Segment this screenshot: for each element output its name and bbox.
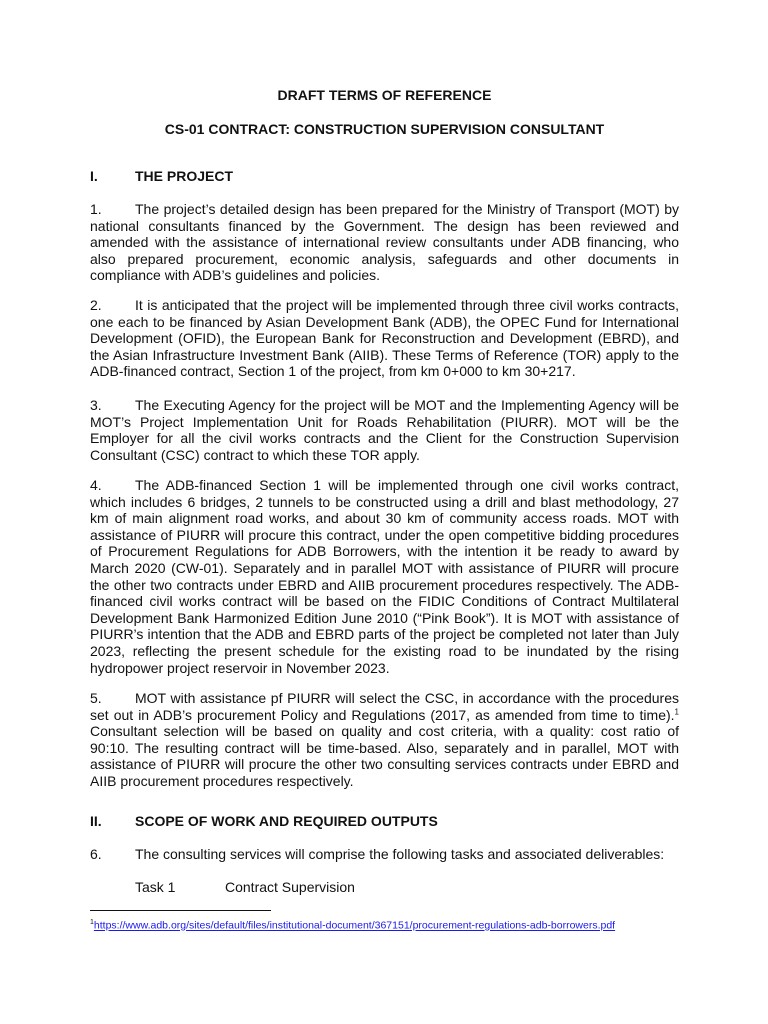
paragraph-number: 5. — [90, 690, 102, 706]
task-item — [135, 879, 355, 896]
paragraph-number: 1. — [90, 201, 102, 217]
task-id: Task 1 — [135, 879, 176, 895]
footnote-marker: 1 — [90, 919, 94, 926]
section-heading-1 — [90, 168, 233, 185]
section-number: I. — [90, 168, 98, 184]
paragraph-text: The ADB-financed Section 1 will be implemented through one civil works contract, which includes 6 bridges, 2 tunnels to be constructed using a drill and blast methodology, 27 km of main alignment road works, and about 30 km of community access roads. MOT with assistance of PIURR will procure this contract, under the open competitive bidding procedures of Procurement Regulations for ADB Borrowers, with the intention it be ready to award by March 2020 (CW-01). Separately and in parallel MOT with assistance of PIURR will procure the other two contracts under EBRD and AIIB procurement procedures respectively. The ADB-financed civil works contract will be based on the FIDIC Conditions of Contract Multilateral Development Bank Harmonized Edition June 2010 (“Pink Book”). It is MOT with assistance of PIURR’s intention that the ADB and EBRD parts of the project be completed not later than July 2023, reflecting the present schedule for the existing road to be inundated by the rising hydropower project reservoir in November 2023. — [90, 477, 679, 676]
section-title: THE PROJECT — [135, 168, 234, 184]
paragraph-1 — [90, 201, 679, 284]
paragraph-number: 3. — [90, 397, 102, 413]
paragraph-6 — [90, 846, 679, 863]
section-heading-2 — [90, 813, 438, 830]
paragraph-4 — [90, 477, 679, 676]
paragraph-text: The project’s detailed design has been prepared for the Ministry of Transport (MOT) by national consultants financed by the Government. The design has been reviewed and amended with the assistance of international review consultants under ADB financing, who also prepared procurement, economic analysis, safeguards and other documents in compliance with ADB’s guidelines and policies. — [90, 201, 679, 284]
section-number: II. — [90, 813, 102, 829]
section-title: SCOPE OF WORK AND REQUIRED OUTPUTS — [135, 813, 438, 829]
footnote — [90, 916, 615, 933]
paragraph-3 — [90, 397, 679, 463]
paragraph-2 — [90, 297, 679, 380]
task-name: Contract Supervision — [225, 879, 355, 895]
paragraph-text: It is anticipated that the project will be implemented through three civil works contracts, one each to be financed by Asian Development Bank (ADB), the OPEC Fund for International Development (OFID), the European Bank for Reconstruction and Development (EBRD), and the Asian Infrastructure Investment Bank (AIIB). These Terms of Reference (TOR) apply to the ADB-financed contract, Section 1 of the project, from km 0+000 to km 30+217. — [90, 297, 679, 380]
paragraph-text: The Executing Agency for the project will be MOT and the Implementing Agency will be MOT’s Project Implementation Unit for Roads Rehabilitation (PIURR). MOT will be the Employer for all the civil works contracts and the Client for the Construction Supervision Consultant (CSC) contract to which these TOR apply. — [90, 397, 679, 463]
paragraph-text-continued: Consultant selection will be based on quality and cost criteria, with a quality: cost ratio of 90:10. The resulting contract will be time-based. Also, separately and in parallel, MOT with assistance of PIURR will procure the other two consulting services contracts under EBRD and AIIB procurement procedures respectively. — [90, 723, 679, 789]
paragraph-number: 4. — [90, 477, 102, 493]
footnote-link[interactable]: https://www.adb.org/sites/default/files/institutional-document/367151/procurement-regulations-adb-borrowers.pdf — [93, 919, 616, 932]
paragraph-number: 6. — [90, 846, 102, 862]
footnote-divider — [90, 910, 271, 911]
paragraph-text: The consulting services will comprise the following tasks and associated deliverables: — [135, 846, 665, 862]
paragraph-text: MOT with assistance pf PIURR will select the CSC, in accordance with the procedures set out in ADB’s procurement Policy and Regulations (2017, as amended from time to time). — [90, 690, 679, 723]
paragraph-number: 2. — [90, 297, 102, 313]
document-title: DRAFT TERMS OF REFERENCE — [277, 87, 492, 103]
footnote-reference[interactable]: 1 — [674, 706, 679, 716]
document-subtitle: CS-01 CONTRACT: CONSTRUCTION SUPERVISION CONSULTANT — [164, 121, 605, 137]
paragraph-5 — [90, 690, 679, 790]
